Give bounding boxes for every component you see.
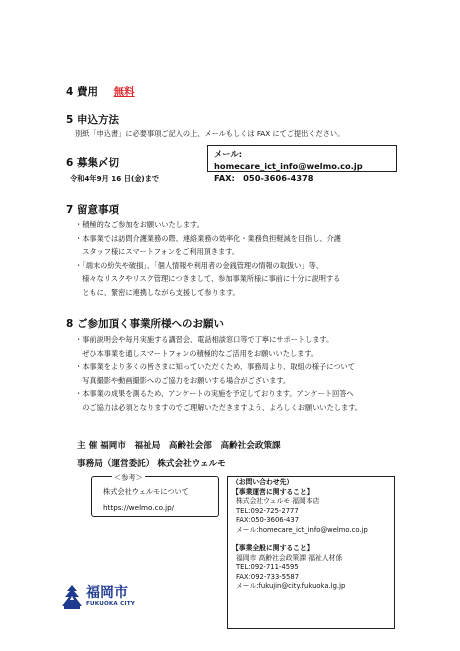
fee-value: 無料	[113, 86, 135, 98]
city-emblem-icon	[60, 584, 84, 610]
reference-title: ＜参考＞	[112, 471, 145, 485]
inquiry-title: （お問い合わせ先）	[232, 478, 294, 486]
section-8-line: ぜひ本事業を通しスマートフォンの積極的なご活用をお願いいたします。	[75, 348, 319, 358]
logo-sub: FUKUOKA CITY	[86, 601, 135, 607]
contact-fax: FAX: 050-3606-4378	[214, 173, 314, 183]
section-7-line: ・積極的なご参加をお願いいたします。	[75, 220, 204, 229]
reference-company: 株式会社ウェルモについて	[103, 487, 189, 496]
secretariat-line: 事務局（運営委託） 株式会社ウェルモ	[77, 459, 226, 469]
general-line: 福岡市 高齢社会政策課 福祉人材係	[236, 553, 343, 562]
section-8-line: のご協力は必須となりますのでご理解いただきますよう、よろしくお願いいたします。	[75, 402, 362, 412]
section-8-line: 写真撮影や動画撮影へのご協力をお願いする場合がございます。	[75, 375, 291, 385]
ops-tel: TEL:092-725-2777	[236, 506, 299, 515]
section-8-body	[75, 333, 362, 415]
section-5-text: 別紙「申込書」に必要事項ご記入の上、メールもしくは FAX にてご提出ください。	[75, 129, 345, 138]
general-heading: 【事業全般に関すること】	[232, 544, 314, 552]
ops-mail: メール:homecare_ict_info@welmo.co.jp	[236, 525, 368, 534]
inquiry-box	[227, 476, 395, 629]
section-8-heading: 8 ご参加頂く事業所様へのお願い	[66, 318, 224, 330]
section-7-line: ・本事業では訪問介護業務の際、連絡業務の効率化・業務負担軽減を目指し、介護	[75, 233, 341, 243]
section-7-line: 様々なリスクやリスク管理につきまして、参加事業所様に事前に十分に説明する	[75, 274, 341, 284]
reference-url-link[interactable]: https://welmo.co.jp/	[103, 503, 175, 512]
ops-fax: FAX:050-3606-437	[236, 516, 300, 524]
section-6-heading: 6 募集〆切	[66, 157, 119, 169]
general-mail: メール:fukujin@city.fukuoka.lg.jp	[236, 582, 346, 590]
section-8-line: ・事前説明会や毎月実施する講習会、電話相談窓口等で丁寧にサポートします。	[75, 335, 334, 344]
organizer-line: 主 催 福岡市 福祉局 高齢社会部 高齢社会政策課	[77, 441, 281, 451]
general-fax: FAX:092-733-5587	[236, 572, 300, 581]
section-8-line: ・本事業の成果を測るため、アンケートの実施を予定しております。アンケート回答へ	[75, 389, 354, 399]
section-7-line: ともに、緊密に連携しながら支援して参ります。	[75, 287, 240, 297]
logo-name: 福岡市	[86, 585, 128, 601]
contact-mail: メール: homecare_ict_info@welmo.co.jp	[214, 149, 363, 171]
general-tel: TEL:092-711-4595	[236, 563, 299, 571]
section-7-heading: 7 留意事項	[66, 204, 119, 216]
section-8-line: ・本事業をより多くの皆さまに知っていただくため、事務局より、取組の様子について	[75, 362, 355, 372]
section-7-line: ・「端末の紛失や破損」、「個人情報や利用者の金銭管理の情報の取扱い」等、	[75, 260, 323, 270]
ops-heading: 【事業運営に関すること】	[232, 487, 314, 496]
ops-line: 株式会社ウェルモ 福岡本店	[236, 497, 320, 505]
deadline-text: 令和4年9月 16 日(金)まで	[70, 174, 160, 183]
contact-box	[207, 145, 397, 183]
section-7-body	[75, 218, 341, 300]
section-5-heading: 5 申込方法	[66, 114, 119, 126]
section-7-line: スタッフ様にスマートフォンをご利用頂きます。	[75, 247, 240, 257]
section-4-heading: 4 費用 無料	[66, 86, 135, 98]
